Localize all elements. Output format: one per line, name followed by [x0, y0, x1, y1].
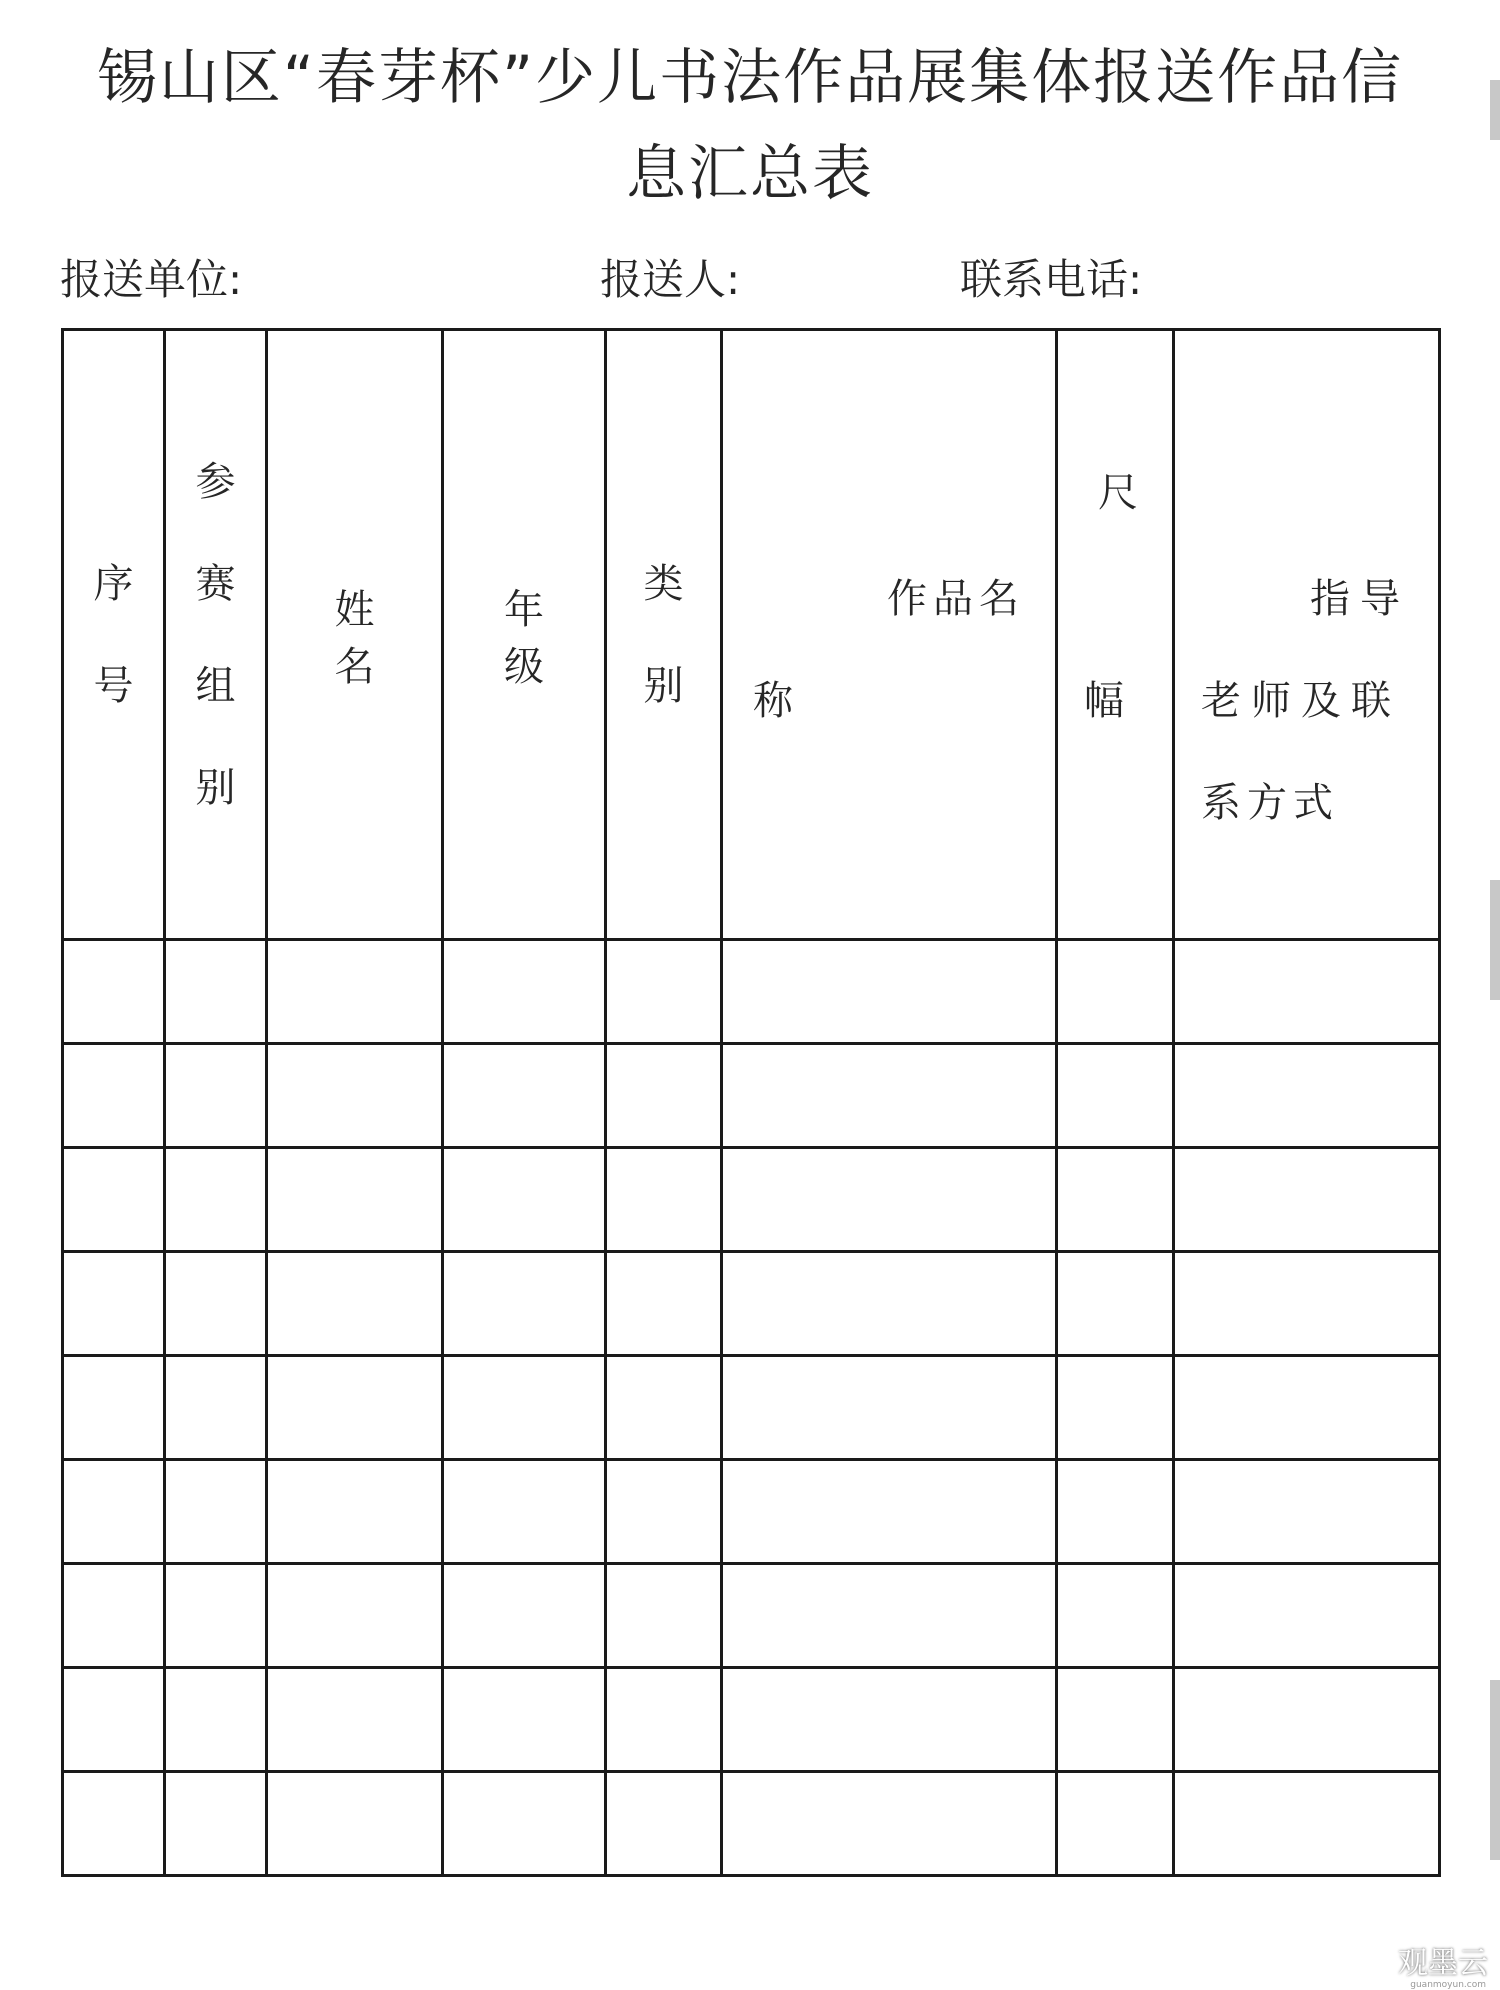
- table-cell[interactable]: [606, 1356, 722, 1460]
- table-cell[interactable]: [1057, 1148, 1174, 1252]
- header-category-char: 别: [643, 662, 684, 709]
- header-work-name: [722, 330, 1057, 940]
- table-cell[interactable]: [443, 1668, 606, 1772]
- header-group-char: 组: [195, 662, 236, 709]
- table-cell[interactable]: [165, 1772, 267, 1876]
- table-cell[interactable]: [722, 1252, 1057, 1356]
- table-cell[interactable]: [722, 940, 1057, 1044]
- watermark-url: guanmoyun.com: [1410, 1980, 1486, 1990]
- table-cell[interactable]: [63, 1044, 165, 1148]
- table-cell[interactable]: [1057, 1460, 1174, 1564]
- table-cell[interactable]: [1057, 1252, 1174, 1356]
- table-cell[interactable]: [165, 1356, 267, 1460]
- table-cell[interactable]: [1057, 940, 1174, 1044]
- table-cell[interactable]: [722, 1460, 1057, 1564]
- table-cell[interactable]: [1174, 1148, 1440, 1252]
- table-cell[interactable]: [443, 1460, 606, 1564]
- table-cell[interactable]: [1174, 1356, 1440, 1460]
- table-cell[interactable]: [606, 1460, 722, 1564]
- table-cell[interactable]: [1057, 1044, 1174, 1148]
- field-reporting-unit: 报送单位:: [60, 255, 243, 304]
- header-group-char: 别: [195, 764, 236, 811]
- table-body: [63, 940, 1440, 1876]
- table-cell[interactable]: [722, 1356, 1057, 1460]
- header-size: [1057, 330, 1174, 940]
- header-category: [606, 330, 722, 940]
- scroll-edge-marker: [1490, 880, 1500, 1000]
- table-cell[interactable]: [1057, 1668, 1174, 1772]
- table-cell[interactable]: [722, 1668, 1057, 1772]
- table-cell[interactable]: [267, 1252, 443, 1356]
- header-group: [165, 330, 267, 940]
- table-cell[interactable]: [267, 1044, 443, 1148]
- table-cell[interactable]: [722, 1148, 1057, 1252]
- field-sender: 报送人:: [600, 255, 741, 304]
- table-cell[interactable]: [443, 1772, 606, 1876]
- header-size-line2: 幅: [1084, 678, 1124, 724]
- table-cell[interactable]: [267, 940, 443, 1044]
- table-cell[interactable]: [443, 1148, 606, 1252]
- table-cell[interactable]: [267, 1356, 443, 1460]
- header-grade-label: 年级: [504, 586, 572, 690]
- title-line-2: 息汇总表: [626, 139, 874, 209]
- table-cell[interactable]: [63, 1564, 165, 1668]
- table-cell[interactable]: [1174, 1668, 1440, 1772]
- table-cell[interactable]: [165, 940, 267, 1044]
- table-cell[interactable]: [606, 1252, 722, 1356]
- table-row: [63, 1356, 1440, 1460]
- table-row: [63, 1772, 1440, 1876]
- table-cell[interactable]: [1174, 1564, 1440, 1668]
- table-row: [63, 1148, 1440, 1252]
- header-work-name-line2: 称: [753, 678, 793, 724]
- scroll-edge-marker: [1490, 1680, 1500, 1860]
- header-size-line1: 尺: [1098, 470, 1138, 516]
- table-cell[interactable]: [63, 1356, 165, 1460]
- table-row: [63, 1564, 1440, 1668]
- header-work-name-line1: 作品名: [887, 576, 1025, 622]
- table-cell[interactable]: [443, 1044, 606, 1148]
- table-cell[interactable]: [1174, 1044, 1440, 1148]
- table-cell[interactable]: [63, 1460, 165, 1564]
- header-category-char: 类: [643, 560, 684, 607]
- header-teacher-contact: [1174, 330, 1440, 940]
- table-cell[interactable]: [1174, 1252, 1440, 1356]
- table-cell[interactable]: [165, 1148, 267, 1252]
- scroll-edge-marker: [1490, 80, 1500, 140]
- table-cell[interactable]: [165, 1460, 267, 1564]
- table-row: [63, 1252, 1440, 1356]
- header-group-char: 参: [195, 458, 236, 505]
- table-cell[interactable]: [63, 940, 165, 1044]
- header-grade: [443, 330, 606, 940]
- table-cell[interactable]: [1174, 1772, 1440, 1876]
- table-cell[interactable]: [1174, 940, 1440, 1044]
- table-cell[interactable]: [722, 1772, 1057, 1876]
- submission-table: [61, 328, 1441, 1877]
- header-teacher-line1: 指导: [1310, 576, 1410, 622]
- table-cell[interactable]: [1057, 1772, 1174, 1876]
- table-cell[interactable]: [63, 1148, 165, 1252]
- table-cell[interactable]: [267, 1564, 443, 1668]
- table-row: [63, 940, 1440, 1044]
- field-phone: 联系电话:: [960, 255, 1143, 304]
- table-cell[interactable]: [63, 1252, 165, 1356]
- table-cell[interactable]: [606, 1148, 722, 1252]
- table-cell[interactable]: [443, 940, 606, 1044]
- table-header-row: [63, 330, 1440, 940]
- table-cell[interactable]: [267, 1460, 443, 1564]
- table-cell[interactable]: [63, 1772, 165, 1876]
- table-cell[interactable]: [606, 1772, 722, 1876]
- table-row: [63, 1668, 1440, 1772]
- table-cell[interactable]: [267, 1772, 443, 1876]
- table-cell[interactable]: [165, 1044, 267, 1148]
- table-cell[interactable]: [606, 1564, 722, 1668]
- table-row: [63, 1460, 1440, 1564]
- table-cell[interactable]: [606, 1668, 722, 1772]
- header-seq-char: 号: [93, 662, 134, 709]
- header-group-char: 赛: [195, 560, 236, 607]
- table-cell[interactable]: [722, 1564, 1057, 1668]
- table-cell[interactable]: [165, 1564, 267, 1668]
- table-cell[interactable]: [722, 1044, 1057, 1148]
- table-cell[interactable]: [165, 1668, 267, 1772]
- table-cell[interactable]: [267, 1148, 443, 1252]
- header-seq: [63, 330, 165, 940]
- header-name: [267, 330, 443, 940]
- table-cell[interactable]: [606, 940, 722, 1044]
- table-cell[interactable]: [1057, 1356, 1174, 1460]
- table-cell[interactable]: [1174, 1460, 1440, 1564]
- table-cell[interactable]: [443, 1356, 606, 1460]
- table-cell[interactable]: [1057, 1564, 1174, 1668]
- header-name-label: 姓 名: [334, 586, 403, 690]
- table-cell[interactable]: [165, 1252, 267, 1356]
- table-row: [63, 1044, 1440, 1148]
- table-cell[interactable]: [443, 1564, 606, 1668]
- header-teacher-line3: 系方式: [1201, 780, 1339, 826]
- table-cell[interactable]: [267, 1668, 443, 1772]
- document-title: [40, 30, 1460, 222]
- title-line-1: 锡山区“春芽杯”少儿书法作品展集体报送作品信: [96, 43, 1404, 113]
- table-cell[interactable]: [443, 1252, 606, 1356]
- header-seq-char: 序: [93, 560, 134, 607]
- header-teacher-line2: 老师及联: [1201, 678, 1401, 724]
- table-cell[interactable]: [606, 1044, 722, 1148]
- watermark-logo-text: 观墨云: [1398, 1946, 1488, 1981]
- table-cell[interactable]: [63, 1668, 165, 1772]
